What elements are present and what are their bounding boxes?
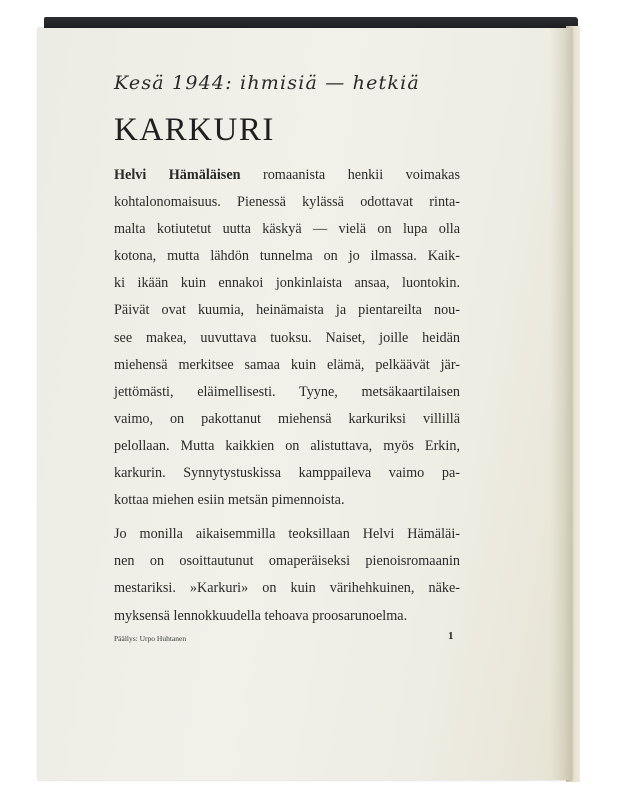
cover-designer-credit: Päällys: Urpo Huhtanen xyxy=(114,634,187,643)
blurb-line: kotona, mutta lähdön tunnelma on jo ilmassa. Kaik- xyxy=(114,248,460,265)
blurb-line: Jo monilla aikaisemmilla teoksillaan Helvi Hämäläi- xyxy=(114,526,460,543)
blurb-line: mestariksi. »Karkuri» on kuin värihehkuinen, näke- xyxy=(114,580,460,597)
book-subtitle: Kesä 1944: ihmisiä — hetkiä xyxy=(114,72,420,94)
blurb-line: miehensä merkitsee samaa kuin elämä, pelkäävät jär- xyxy=(114,356,460,373)
author-name: Helvi Hämäläisen xyxy=(114,167,241,183)
blurb-line: nen on osoittautunut omaperäiseksi pienoisromaanin xyxy=(114,553,460,570)
blurb-line: karkurin. Synnytystuskissa kamppaileva vaimo pa- xyxy=(114,465,460,482)
blurb-line: jettömästi, eläimellisesti. Tyyne, metsäkaartilaisen xyxy=(114,383,460,400)
jacket-fold-shadow xyxy=(550,28,572,780)
blurb-text xyxy=(114,162,460,630)
blurb-line: pelollaan. Mutta kaikkien on alistuttava, myös Erkin, xyxy=(114,437,460,454)
blurb-line: vaimo, on pakottanut miehensä karkuriksi villillä xyxy=(114,410,460,427)
blurb-line: see makea, uuvuttava tuoksu. Naiset, joille heidän xyxy=(114,329,460,346)
blurb-line: kohtalonomaisuus. Pienessä kylässä odottavat rinta- xyxy=(114,194,460,211)
book-title: KARKURI xyxy=(114,112,275,148)
blurb-line: myksensä lennokkuudella tehoava proosarunoelma. xyxy=(114,607,408,624)
blurb-line: kottaa miehen esiin metsän pimennoista. xyxy=(114,492,345,509)
blurb-line: ki ikään kuin ennakoi jonkinlaista ansaa, luontokin. xyxy=(114,275,460,292)
blurb-line: Päivät ovat kuumia, heinämaista ja pientareilta nou- xyxy=(114,302,460,319)
blurb-line: Helvi Hämäläisen romaanista henkii voimakas xyxy=(114,167,460,183)
page-number: 1 xyxy=(448,630,454,642)
blurb-line: malta kotiutetut uutta käskyä — vielä on lupa olla xyxy=(114,221,460,238)
